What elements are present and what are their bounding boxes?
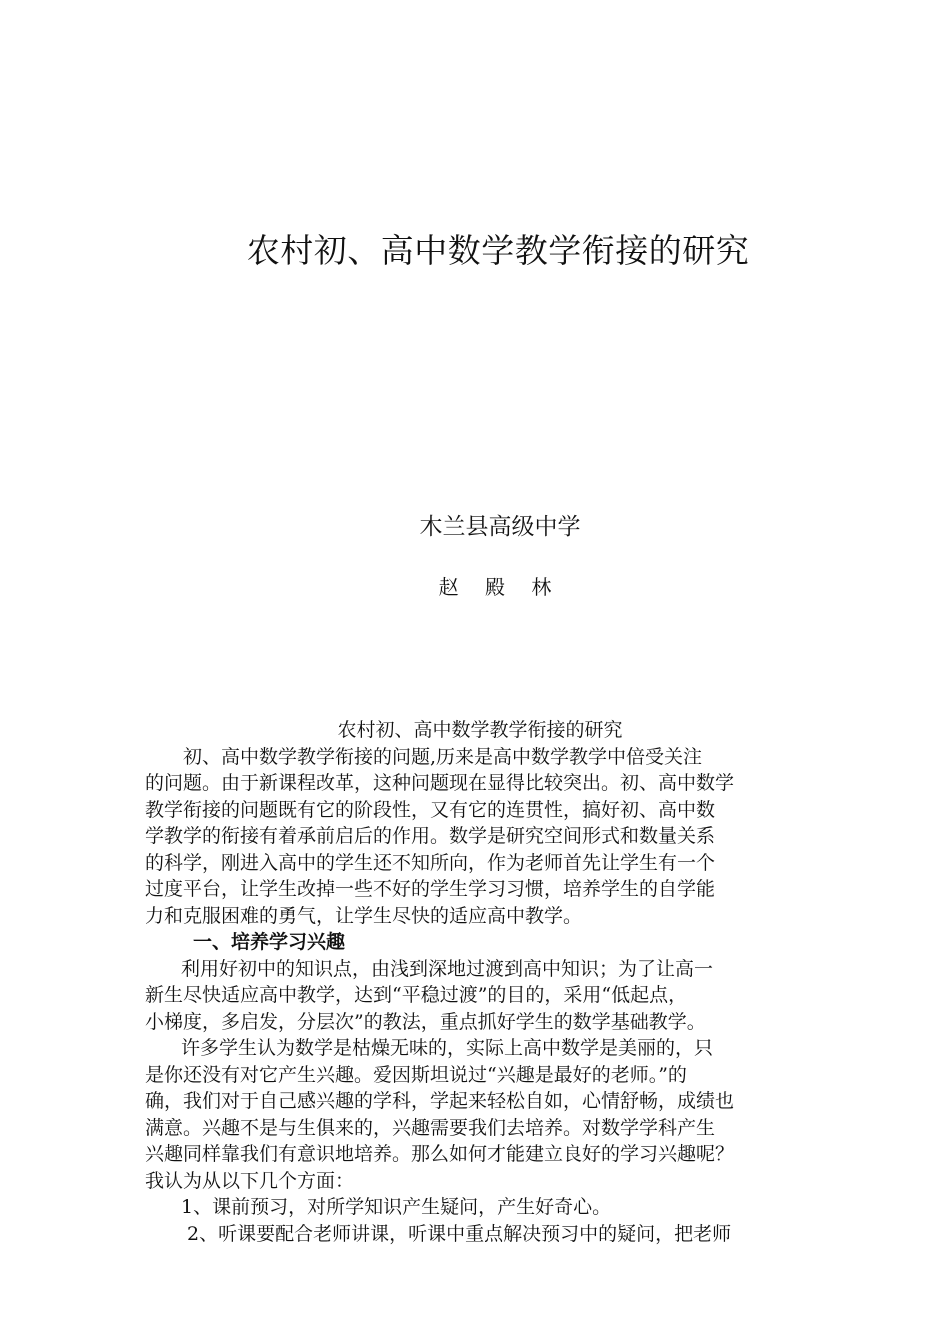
paragraph-line: 的问题。由于新课程改革，这种问题现在显得比较突出。初、高中数学 xyxy=(145,772,735,794)
paragraph-line: 学教学的衔接有着承前启后的作用。数学是研究空间形式和数量关系 xyxy=(145,825,716,847)
paragraph-line: 我认为从以下几个方面： xyxy=(145,1169,355,1192)
school-name: 木兰县高级中学 xyxy=(419,514,581,540)
paragraph-line: 过度平台，让学生改掉一些不好的学生学习习惯，培养学生的自学能 xyxy=(145,878,716,900)
paragraph-line: 是你还没有对它产生兴趣。爱因斯坦说过“兴趣是最好的老师。”的 xyxy=(145,1063,687,1086)
paragraph-line: 新生尽快适应高中教学，达到“平稳过渡”的目的，采用“低起点， xyxy=(145,984,688,1006)
paragraph-line: 的科学，刚进入高中的学生还不知所向，作为老师首先让学生有一个 xyxy=(145,851,716,874)
paragraph-line: 满意。兴趣不是与生俱来的，兴趣需要我们去培养。对数学学科产生 xyxy=(145,1116,716,1139)
paragraph-line: 确，我们对于自己感兴趣的学科，学起来轻松自如，心情舒畅，成绩也 xyxy=(145,1090,735,1112)
paragraph-line: 利用好初中的知识点，由浅到深地过渡到高中知识；为了让高一 xyxy=(181,957,714,980)
paragraph-line: 小梯度，多启发，分层次”的教法，重点抓好学生的数学基础教学。 xyxy=(145,1010,706,1033)
paragraph-line: 教学衔接的问题既有它的阶段性，又有它的连贯性，搞好初、高中数 xyxy=(145,798,716,821)
paragraph-line: 许多学生认为数学是枯燥无味的，实际上高中数学是美丽的，只 xyxy=(181,1037,714,1059)
list-item: 1、课前预习，对所学知识产生疑问，产生好奇心。 xyxy=(181,1196,612,1218)
article-body xyxy=(145,717,815,1247)
paragraph-line: 初、高中数学教学衔接的问题,历来是高中数学教学中倍受关注 xyxy=(183,745,703,768)
paragraph-line: 兴趣同样靠我们有意识地培养。那么如何才能建立良好的学习兴趣呢？ xyxy=(145,1143,735,1165)
article-heading: 农村初、高中数学教学衔接的研究 xyxy=(337,719,623,741)
section-heading: 一、培养学习兴趣 xyxy=(193,931,346,953)
cover-title: 农村初、高中数学教学衔接的研究 xyxy=(246,231,750,270)
paragraph-line: 力和克服困难的勇气，让学生尽快的适应高中教学。 xyxy=(145,904,583,927)
author-name: 赵 殿 林 xyxy=(438,575,562,599)
list-item: 2、听课要配合老师讲课，听课中重点解决预习中的疑问，把老师 xyxy=(187,1222,732,1245)
